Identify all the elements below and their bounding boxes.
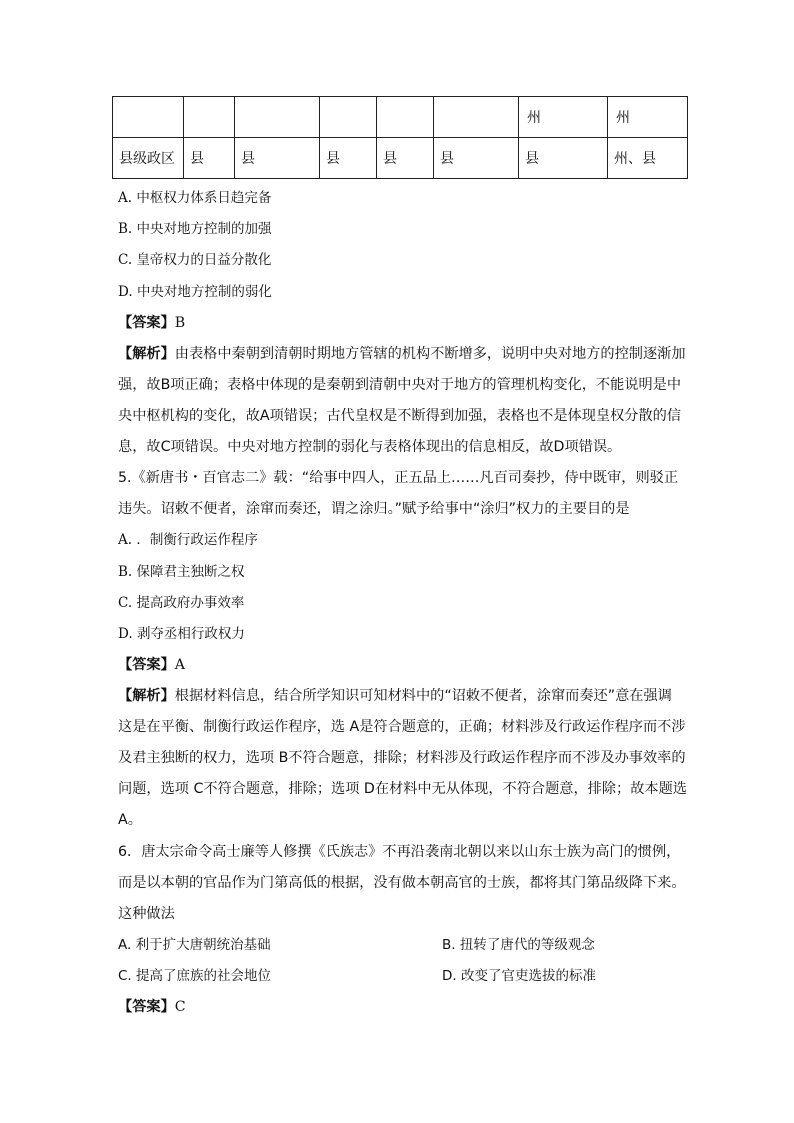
q4-option-d: D. 中央对地方控制的弱化: [118, 284, 272, 300]
q4-analysis-line: 强，故B项正确；表格中体现的是秦朝到清朝中央对于地方的管理机构变化，不能说明是中: [118, 377, 682, 393]
q4-option-b: B. 中央对地方控制的加强: [118, 221, 272, 237]
q6-stem-line: 6．唐太宗命令高士廉等人修撰《氏族志》不再沿袭南北朝以来以山东士族为高门的惯例，: [118, 844, 681, 860]
q4-analysis-line: 【解析】由表格中秦朝到清朝时期地方管辖的机构不断增多，说明中央对地方的控制逐渐加: [118, 346, 686, 362]
table-cell: [320, 97, 377, 138]
q6-option-a: A. 利于扩大唐朝统治基础: [118, 937, 271, 953]
q5-analysis-line: 【解析】根据材料信息，结合所学知识可知材料中的“诏敕不便者，涂窜而奏还”意在强调: [118, 688, 672, 704]
table-cell: 县: [235, 138, 320, 179]
q4-option-a: A. 中枢权力体系日趋完备: [118, 190, 272, 206]
q5-analysis-line: 及君主独断的权力，选项 B不符合题意，排除；材料涉及行政运作程序而不涉及办事效率的: [118, 750, 686, 766]
table-cell: 县: [184, 138, 235, 179]
q6-option-c: C. 提高了庶族的社会地位: [118, 968, 272, 984]
table-cell: [184, 97, 235, 138]
q4-analysis-line: 息，故C项错误。中央对地方控制的弱化与表格体现出的信息相反，故D项错误。: [118, 439, 622, 455]
table-cell: 州: [519, 97, 608, 138]
q5-option-b: B. 保障君主独断之权: [118, 564, 245, 580]
table-cell: 县: [434, 138, 519, 179]
admin-table: [112, 96, 688, 179]
table-cell: 县级政区: [113, 138, 184, 179]
table-cell: [113, 97, 184, 138]
q6-option-b: B. 扭转了唐代的等级观念: [442, 937, 595, 953]
table-cell: 县: [377, 138, 434, 179]
table-cell: 州、县: [608, 138, 688, 179]
table-row: [113, 138, 688, 179]
q5-answer: 【答案】A: [118, 657, 186, 673]
q4-analysis-line: 央中枢机构的变化，故A项错误；古代皇权是不断得到加强，表格也不是体现皇权分散的信: [118, 408, 682, 424]
table-cell: [235, 97, 320, 138]
q4-option-c: C. 皇帝权力的日益分散化: [118, 252, 272, 268]
q6-stem-line: 这种做法: [118, 906, 175, 922]
table-cell: [377, 97, 434, 138]
q6-stem-line: 而是以本朝的官品作为门第高低的根据，没有做本朝高官的士族，都将其门第品级降下来。: [118, 875, 686, 891]
table-cell: 州: [608, 97, 688, 138]
q5-analysis-line: 这是在平衡、制衡行政运作程序，选 A是符合题意的，正确；材料涉及行政运作程序而不涉: [118, 719, 686, 735]
q6-option-d: D. 改变了官吏选拔的标准: [442, 968, 596, 984]
table-cell: 县: [320, 138, 377, 179]
q5-option-c: C. 提高政府办事效率: [118, 595, 245, 611]
q6-answer: 【答案】C: [118, 999, 186, 1015]
q5-analysis-line: 问题，选项 C不符合题意，排除；选项 D在材料中无从体现，不符合题意，排除；故本题选: [118, 781, 687, 797]
q5-stem-line: 违失。诏敕不便者，涂窜而奏还，谓之涂归。”赋予给事中“涂归”权力的主要目的是: [118, 501, 630, 517]
q5-option-a: A. ．制衡行政运作程序: [118, 532, 258, 548]
table-cell: [434, 97, 519, 138]
table-row: [113, 97, 688, 138]
q4-answer: 【答案】B: [118, 315, 186, 331]
q5-stem-line: 5.《新唐书・百官志二》载：“给事中四人，正五品上……凡百司奏抄，侍中既审，则驳正: [118, 470, 679, 486]
table-cell: 县: [519, 138, 608, 179]
q5-option-d: D. 剥夺丞相行政权力: [118, 626, 245, 642]
q5-analysis-line: A。: [118, 812, 142, 828]
